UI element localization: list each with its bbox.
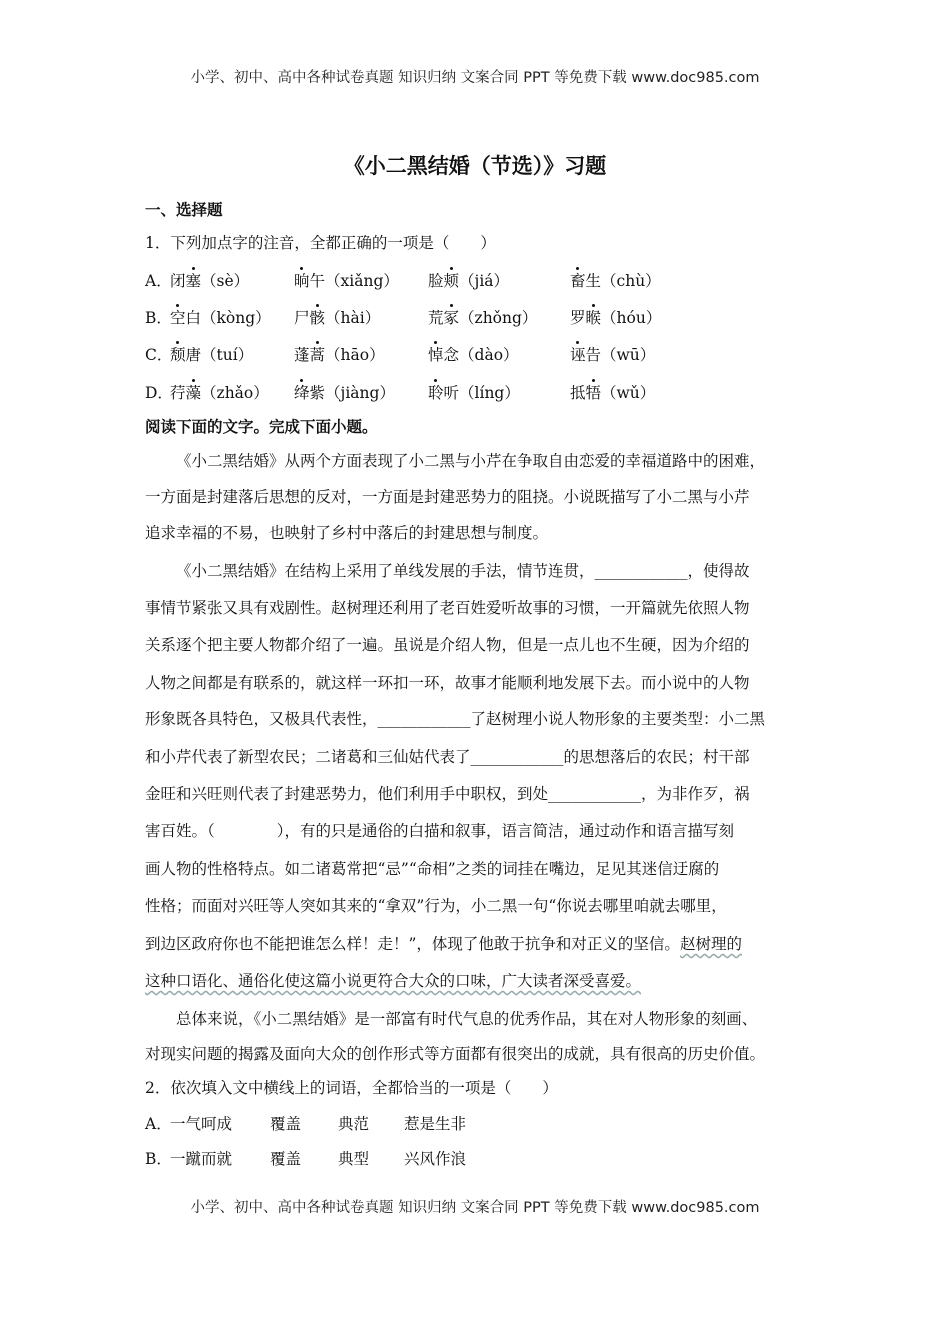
option-item — [428, 306, 537, 328]
passage-line: 关系逐个把主要人物都介绍了一遍。虽说是介绍人物，但是一点儿也不生硬，因为介绍的 — [145, 636, 750, 654]
option-label: B． — [145, 1150, 172, 1168]
option-label: A． — [145, 272, 172, 290]
option-item — [170, 269, 249, 291]
pinyin: （tuí） — [201, 346, 254, 364]
dotted-character: 藻 — [185, 384, 202, 402]
option-item — [294, 381, 395, 403]
pinyin: （wǔ） — [601, 384, 656, 402]
pinyin: （zhǒng） — [459, 309, 538, 327]
passage-line: 害百姓。（ ），有的只是通俗的白描和叙事，语言简洁，通过动作和语言描写刻 — [145, 822, 735, 840]
dotted-character: 蒿 — [309, 346, 326, 364]
question-2-stem: 2．依次填入文中横线上的词语，全都恰当的一项是（ ） — [145, 1079, 558, 1097]
dotted-character: 悼 — [428, 346, 444, 364]
passage-line: 总体来说，《小二黑结婚》是一部富有时代气息的优秀作品，其在对人物形象的刻画、 — [176, 1010, 758, 1028]
passage-line: 对现实问题的揭露及面向大众的创作形式等方面都有很突出的成就，具有很高的历史价值。 — [145, 1045, 766, 1063]
word-part: 生 — [585, 272, 602, 290]
dotted-character: 晌 — [294, 272, 310, 290]
word-part: 蓬 — [294, 346, 310, 364]
pinyin: （hài） — [325, 309, 381, 327]
option-item — [428, 381, 520, 403]
pinyin: （xiǎng） — [325, 272, 399, 290]
word-part: 听 — [443, 384, 460, 402]
dotted-character: 畜 — [570, 272, 586, 290]
word-part: 紫 — [309, 384, 326, 402]
passage-line — [145, 971, 641, 991]
option-item — [294, 306, 380, 328]
option-item — [570, 381, 655, 403]
dotted-character: 睺 — [585, 309, 602, 327]
option-item — [294, 343, 385, 365]
page-footer: 小学、初中、高中各种试卷真题 知识归纳 文案合同 PPT 等免费下载 www.doc985.com — [190, 1200, 760, 1216]
dotted-character: 牾 — [585, 384, 602, 402]
option-word: 典型 — [338, 1150, 370, 1168]
passage-text: 到边区政府你也不能把谁怎么样！走！”，体现了他敢于抗争和对正义的坚信。 — [145, 935, 680, 953]
pinyin: （kòng） — [201, 309, 271, 327]
word-part: 抵 — [570, 384, 586, 402]
option-word: 典范 — [338, 1115, 370, 1133]
word-part: 白 — [185, 309, 202, 327]
option-item — [170, 343, 253, 365]
document-title: 《小二黑结婚（节选）》习题 — [343, 153, 607, 178]
option-item — [570, 269, 661, 291]
word-part: 闭 — [170, 272, 186, 290]
pinyin: （hāo） — [325, 346, 385, 364]
passage-text-underlined: 这种口语化、通俗化使这篇小说更符合大众的口味，广大读者深受喜爱。 — [145, 972, 642, 990]
word-part: 罗 — [570, 309, 586, 327]
passage-line: 人物之间都是有联系的，就这样一环扣一环，故事才能顺利地发展下去。而小说中的人物 — [145, 674, 750, 692]
dotted-character: 塞 — [185, 272, 202, 290]
option-item — [170, 381, 269, 403]
passage-line: 《小二黑结婚》从两个方面表现了小二黑与小芹在争取自由恋爱的幸福道路中的困难， — [176, 452, 766, 470]
pinyin: （chù） — [601, 272, 661, 290]
dotted-character: 空 — [170, 309, 186, 327]
passage-line: 画人物的性格特点。如二诸葛常把“忌”“命相”之类的词挂在嘴边，足见其迷信迂腐的 — [145, 860, 720, 878]
word-part: 脸 — [428, 272, 444, 290]
pinyin: （hóu） — [601, 309, 662, 327]
dotted-character: 绛 — [294, 384, 310, 402]
option-item — [570, 343, 655, 365]
passage-line: 形象既各具特色，又极具代表性，____________了赵树理小说人物形象的主要类型：小二黑 — [145, 710, 766, 728]
pinyin: （sè） — [201, 272, 250, 290]
option-word: 覆盖 — [270, 1150, 302, 1168]
dotted-character: 颊 — [443, 272, 460, 290]
dotted-character: 颓 — [170, 346, 186, 364]
question-1-stem: 1．下列加点字的注音，全都正确的一项是（ ） — [145, 234, 496, 252]
pinyin: （zhǎo） — [201, 384, 269, 402]
page-header: 小学、初中、高中各种试卷真题 知识归纳 文案合同 PPT 等免费下载 www.doc985.com — [190, 70, 760, 86]
pinyin: （dào） — [459, 346, 519, 364]
option-label: C． — [145, 346, 173, 364]
word-part: 告 — [585, 346, 602, 364]
pinyin: （jiàng） — [325, 384, 395, 402]
word-part: 午 — [309, 272, 326, 290]
dotted-character: 冢 — [443, 309, 460, 327]
option-word: 一气呵成 — [170, 1115, 233, 1133]
section-heading: 一、选择题 — [145, 201, 223, 219]
dotted-character: 诬 — [570, 346, 586, 364]
word-part: 荇 — [170, 384, 186, 402]
option-word: 覆盖 — [270, 1115, 302, 1133]
option-item — [428, 343, 519, 365]
passage-line: 和小芹代表了新型农民；二诸葛和三仙姑代表了____________的思想落后的农民；村干部 — [145, 748, 750, 766]
passage-line: 金旺和兴旺则代表了封建恶势力，他们利用手中职权，到处____________，为非作歹，祸 — [145, 785, 750, 803]
passage-line: 追求幸福的不易，也映射了乡村中落后的封建思想与制度。 — [145, 524, 549, 542]
option-item — [570, 306, 661, 328]
option-item — [428, 269, 509, 291]
option-word: 兴风作浪 — [404, 1150, 467, 1168]
passage-line — [145, 934, 742, 954]
word-part: 荒 — [428, 309, 444, 327]
dotted-character: 聆 — [428, 384, 444, 402]
passage-line: 一方面是封建落后思想的反对，一方面是封建恶势力的阻挠。小说既描写了小二黑与小芹 — [145, 488, 750, 506]
word-part: 尸 — [294, 309, 310, 327]
option-item — [170, 306, 271, 328]
option-word: 惹是生非 — [404, 1115, 467, 1133]
pinyin: （líng） — [459, 384, 520, 402]
option-label: A． — [145, 1115, 172, 1133]
pinyin: （wū） — [601, 346, 656, 364]
option-label: B． — [145, 309, 172, 327]
passage-text-underlined: 赵树理的 — [679, 935, 742, 953]
word-part: 唐 — [185, 346, 202, 364]
option-label: D． — [145, 384, 173, 402]
passage-line: 《小二黑结婚》在结构上采用了单线发展的手法，情节连贯，____________，使得故 — [176, 562, 750, 580]
passage-line: 事情节紧张又具有戏剧性。赵树理还利用了老百姓爱听故事的习惯，一开篇就先依照人物 — [145, 599, 750, 617]
word-part: 念 — [443, 346, 460, 364]
dotted-character: 骸 — [309, 309, 326, 327]
option-item — [294, 269, 399, 291]
reading-instruction: 阅读下面的文字。完成下面小题。 — [145, 418, 378, 436]
pinyin: （jiá） — [459, 272, 510, 290]
passage-line: 性格；而面对兴旺等人突如其来的“拿双”行为，小二黑一句“你说去哪里咱就去哪里， — [145, 897, 727, 915]
option-word: 一蹴而就 — [170, 1150, 233, 1168]
